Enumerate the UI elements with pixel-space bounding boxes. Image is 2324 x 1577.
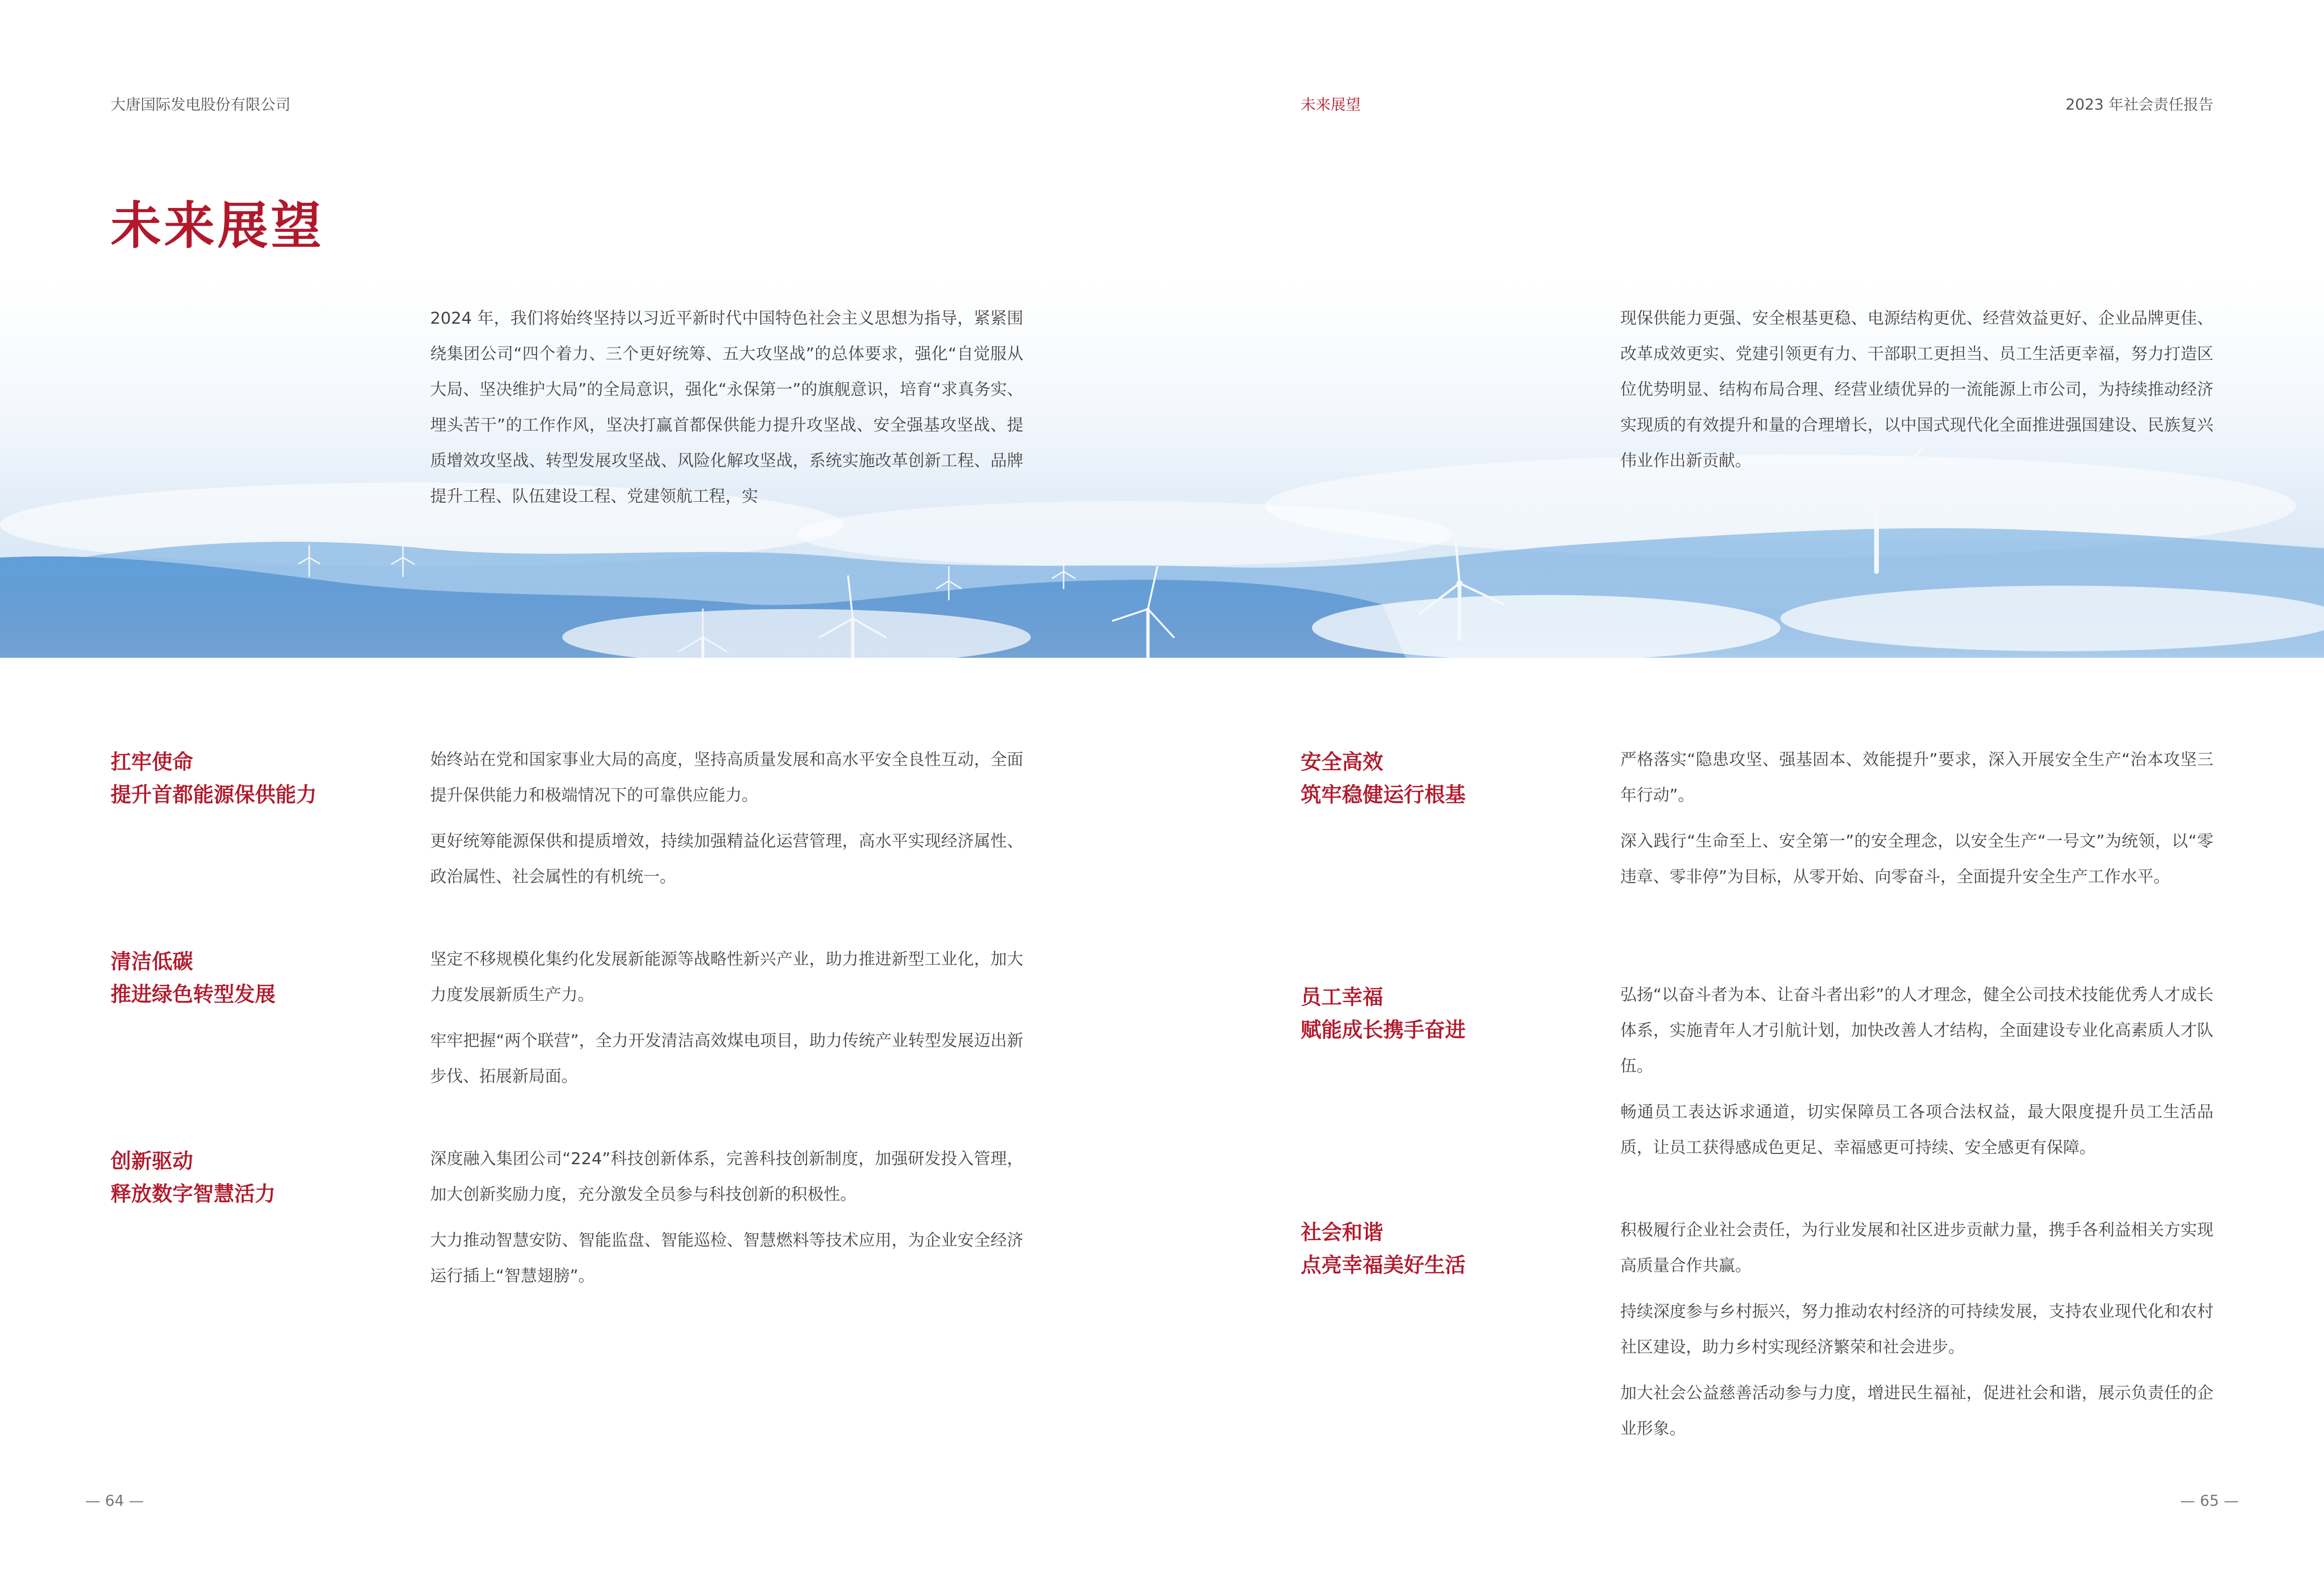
section-heading-society: 社会和谐 点亮幸福美好生活	[1301, 1220, 1466, 1277]
header-company: 大唐国际发电股份有限公司	[111, 96, 291, 113]
page-number-right: — 65 —	[2180, 1492, 2239, 1510]
section-heading-green: 清洁低碳 推进绿色转型发展	[111, 950, 276, 1006]
section-body-mission: 始终站在党和国家事业大局的高度，坚持高质量发展和高水平安全良性互动，全面提升保供能力和极端情况下的可靠供应能力。 更好统筹能源保供和提质增效，持续加强精益化运营管理，高水平实现经济属性、政治属性、社会属性的有机统一。	[430, 751, 1023, 886]
intro-right-text: 现保供能力更强、安全根基更稳、电源结构更优、经营效益更好、企业品牌更佳、改革成效更实、党建引领更有力、干部职工更担当、员工生活更幸福，努力打造区位优势明显、结构布局合理、经营业绩优异的一流能源上市公司，为持续推动经济实现质的有效提升和量的合理增长，以中国式现代化全面推进强国建设、民族复兴伟业作出新贡献。	[1620, 309, 2213, 470]
section-body-innovation: 深度融入集团公司“224”科技创新体系，完善科技创新制度，加强研发投入管理，加大创新奖励力度，充分激发全员参与科技创新的积极性。 大力推动智慧安防、智能监盘、智能巡检、智慧燃料等技术应用，为企业安全经济运行插上“智慧翅膀”。	[430, 1150, 1023, 1286]
intro-left-text: 2024 年，我们将始终坚持以习近平新时代中国特色社会主义思想为指导，紧紧围绕集团公司“四个着力、三个更好统筹、五大攻坚战”的总体要求，强化“自觉服从大局、坚决维护大局”的全局意识，强化“永保第一”的旗舰意识，培育“求真务实、埋头苦干”的工作作风，坚决打赢首都保供能力提升攻坚战、安全强基攻坚战、提质增效攻坚战、转型发展攻坚战、风险化解攻坚战，系统实施改革创新工程、品牌提升工程、队伍建设工程、党建领航工程，实	[430, 309, 1023, 506]
page-title: 未来展望	[111, 197, 325, 255]
section-body-employees: 弘扬“以奋斗者为本、让奋斗者出彩”的人才理念，健全公司技术技能优秀人才成长体系，实施青年人才引航计划，加快改善人才结构，全面建设专业化高素质人才队伍。 畅通员工表达诉求通道，切实保障员工各项合法权益，最大限度提升员工生活品质，让员工获得感成色更足、幸福感更可持续、安全感更有保障。	[1620, 986, 2213, 1157]
header-section: 未来展望	[1301, 96, 1361, 113]
page-number-left: — 64 —	[85, 1492, 144, 1510]
section-body-safety: 严格落实“隐患攻坚、强基固本、效能提升”要求，深入开展安全生产“治本攻坚三年行动”。 深入践行“生命至上、安全第一”的安全理念，以安全生产“一号文”为统领，以“零违章、零非停”为目标，从零开始、向零奋斗，全面提升安全生产工作水平。	[1620, 751, 2213, 886]
section-heading-employees: 员工幸福 赋能成长携手奋进	[1301, 985, 1466, 1042]
header-report: 2023 年社会责任报告	[2065, 96, 2213, 113]
section-heading-innovation: 创新驱动 释放数字智慧活力	[111, 1149, 276, 1206]
section-body-society: 积极履行企业社会责任，为行业发展和社区进步贡献力量，携手各利益相关方实现高质量合作共赢。 持续深度参与乡村振兴，努力推动农村经济的可持续发展，支持农业现代化和农村社区建设，助力乡村实现经济繁荣和社会进步。 加大社会公益慈善活动参与力度，增进民生福祉，促进社会和谐，展示负责任的企业形象。	[1620, 1221, 2213, 1438]
section-heading-safety: 安全高效 筑牢稳健运行根基	[1301, 750, 1466, 807]
section-body-green: 坚定不移规模化集约化发展新能源等战略性新兴产业，助力推进新型工业化，加大力度发展新质生产力。 牢牢把握“两个联营”，全力开发清洁高效煤电项目，助力传统产业转型发展迈出新步伐、拓展新局面。	[430, 950, 1023, 1086]
section-heading-mission: 扛牢使命 提升首都能源保供能力	[111, 750, 317, 807]
